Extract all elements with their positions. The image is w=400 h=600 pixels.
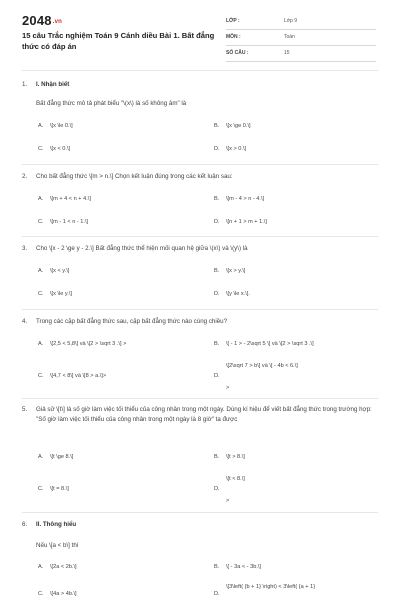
option-value: \[ - 1 > - 2\sqrt 5 \] và \[2 > \sqrt 3 .\] (226, 341, 314, 347)
option-d-formula: \[2\sqrt 7 > b\] và \[ - 4b < 6.\] (226, 363, 298, 369)
divider (22, 70, 378, 71)
divider (22, 309, 378, 310)
option-d-tail: > (226, 385, 230, 391)
question-text: Cho \[x - 2 \ge y - 2.\] Bất đẳng thức thể hiện mối quan hệ giữa \(x\) và \(y\) là (36, 245, 248, 252)
meta-value: Toán (284, 34, 295, 40)
option-value: \[4a > 4b.\] (50, 591, 77, 597)
section-heading: I. Nhận biết (36, 81, 70, 88)
option-d-tail: > (226, 498, 230, 504)
option-value: \[x < 0.\] (50, 146, 71, 152)
meta-key: MÔN : (226, 34, 241, 40)
option-d-formula: \[3\left( {b + 1} \right) < 3\left( {a + 1} (226, 584, 316, 590)
divider (22, 164, 378, 165)
meta-key: SỐ CÂU : (226, 50, 249, 56)
question-number: 3. (22, 245, 28, 252)
option-value: \[x > 0.\] (226, 146, 247, 152)
option-value: \[t \ge 8.\] (50, 454, 74, 460)
option-value: \[t > 8.\] (226, 454, 245, 460)
option-value: \[x \ge 0.\] (226, 123, 251, 129)
option-value: \[m + 4 < n + 4.\] (50, 196, 91, 202)
divider (22, 236, 378, 237)
option-value: \[n + 1 > m + 1.\] (226, 219, 267, 225)
document-title: 15 câu Trắc nghiệm Toán 9 Cánh diều Bài 1. Bất đẳng thức có đáp án (22, 31, 215, 51)
divider (22, 512, 378, 513)
question-text: Trong các cặp bất đẳng thức sau, cặp bất đẳng thức nào cùng chiều? (36, 318, 228, 325)
page-header (0, 0, 400, 66)
option-value: \[x > y.\] (226, 268, 246, 274)
question-number: 6. (22, 521, 28, 528)
option-value: \[2,5 < 5,8\] và \[2 > \sqrt 3 .\] > (50, 341, 127, 347)
meta-value: Lớp 9 (284, 18, 298, 24)
option-value: \[m - 4 > n - 4.\] (226, 196, 265, 202)
option-value: \[x \le y.\] (50, 291, 72, 297)
question-number: 1. (22, 81, 28, 88)
question-text: Nếu \[a < b\] thì (36, 542, 79, 549)
option-d-formula: \[t < 8.\] (226, 476, 245, 482)
logo-sub-text: .vn (52, 19, 63, 25)
option-value: \[t = 8.\] (50, 486, 69, 492)
question-text: Cho bất đẳng thức \[m > n.\] Chọn kết luận đúng trong các kết luận sau: (36, 173, 233, 180)
option-value: \[x < y.\] (50, 268, 70, 274)
divider (22, 398, 378, 399)
question-text: Giả sử \[t\] là số giờ làm việc tối thiểu của công nhân trong một ngày. Dùng kí hiệu để viết bất đẳng thức trong trường hợp: "Số giờ làm việc tối thiểu của công nhân trong một ngày là 8 giờ" ta được (36, 406, 372, 423)
question-text: Bất đẳng thức mô tả phát biểu "\(x\) là số không âm" là (36, 100, 187, 107)
section-heading: II. Thông hiểu (36, 521, 77, 528)
site-logo[interactable] (22, 13, 62, 28)
option-value: \[4,7 < 8\] và \[8 > a.\]> (50, 373, 107, 379)
meta-value: 15 (284, 50, 290, 56)
question-number: 5. (22, 406, 28, 413)
meta-row-subject (226, 30, 376, 46)
option-value: \[x \le 0.\] (50, 123, 73, 129)
logo-main-text: 2048 (22, 13, 52, 28)
question-number: 4. (22, 318, 28, 325)
option-value: \[2a < 2b.\] (50, 564, 77, 570)
option-value: \[m - 1 < n - 1.\] (50, 219, 89, 225)
meta-table (226, 14, 376, 62)
option-value: \[y \le x.\]. (226, 291, 250, 297)
option-value: \[ - 3a < - 3b.\] (226, 564, 261, 570)
meta-row-class (226, 14, 376, 30)
question-number: 2. (22, 173, 28, 180)
meta-key: LỚP : (226, 18, 240, 24)
meta-row-count (226, 46, 376, 62)
